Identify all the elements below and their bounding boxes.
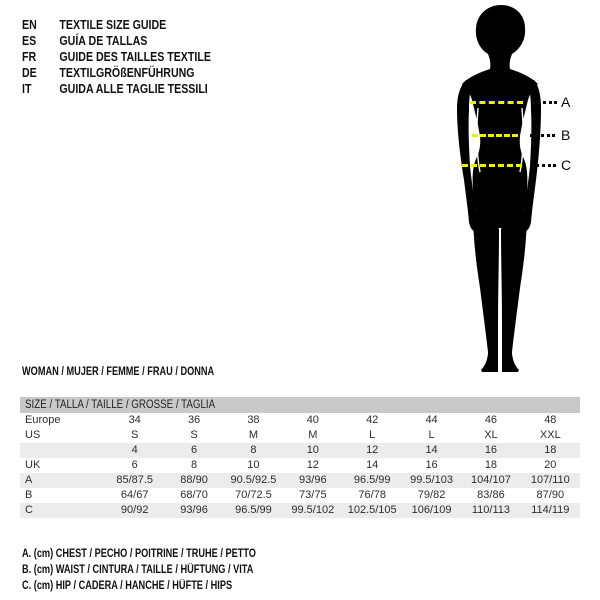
table-cell: 102.5/105 (347, 504, 397, 516)
table-cell: 48 (544, 414, 557, 426)
size-table-header (20, 397, 580, 413)
table-row-label: Europe (25, 414, 61, 426)
silhouette-shapes (457, 5, 541, 372)
table-cell: 36 (187, 414, 201, 426)
table-cell: 8 (191, 459, 198, 471)
hip-measure-dash-line (462, 164, 522, 167)
language-row (22, 33, 211, 49)
table-cell: 93/96 (180, 504, 208, 516)
size-table (20, 397, 580, 518)
table-row (20, 413, 580, 428)
table-cell: 40 (306, 414, 319, 426)
table-cell: 106/109 (411, 504, 452, 516)
size-table-body (20, 413, 580, 518)
table-cell: 10 (306, 444, 319, 456)
table-cell: M (308, 429, 318, 441)
table-cell: 8 (250, 444, 257, 456)
table-row (20, 488, 580, 503)
table-cell: 79/82 (417, 489, 446, 501)
table-cell: 6 (191, 444, 198, 456)
table-row (20, 503, 580, 518)
table-row (20, 443, 580, 458)
table-cell: M (248, 429, 259, 441)
table-row-label: US (25, 429, 41, 441)
table-cell: 16 (484, 444, 498, 456)
table-cell: 96.5/99 (235, 504, 272, 516)
table-cell: 34 (128, 414, 141, 426)
table-cell: 90.5/92.5 (230, 474, 277, 486)
table-cell: 10 (247, 459, 260, 471)
table-row-label: C (25, 504, 33, 516)
table-cell: L (369, 429, 376, 441)
table-cell: 90/92 (120, 504, 149, 516)
legend-line: A. (cm) CHEST / PECHO / POITRINE / TRUHE / PETTO (22, 548, 256, 560)
legend-line: B. (cm) WAIST / CINTURA / TAILLE / HÜFTUNG / VITA (22, 564, 254, 576)
language-title: GUIDE DES TAILLES TEXTILE (59, 50, 211, 64)
table-cell: 14 (425, 444, 438, 456)
language-code: IT (22, 82, 32, 96)
table-cell: 20 (544, 459, 557, 471)
table-cell: 6 (131, 459, 138, 471)
table-row (20, 473, 580, 488)
table-cell: 46 (484, 414, 498, 426)
table-cell: 88/90 (180, 474, 208, 486)
language-title: TEXTILGRÖßENFÜHRUNG (59, 66, 195, 80)
marker-label-c: C (561, 157, 572, 173)
language-code: ES (22, 34, 37, 48)
chest-leader-dots (532, 101, 557, 104)
language-title: GUÍA DE TALLAS (59, 34, 148, 48)
chest-measure-dash-line (470, 101, 523, 104)
measurement-legend (22, 546, 314, 594)
table-cell: 99.5/102 (291, 504, 335, 516)
table-cell: 73/75 (299, 489, 327, 501)
language-row (22, 17, 211, 33)
table-cell: S (131, 429, 139, 441)
table-cell: 68/70 (180, 489, 208, 501)
woman-silhouette-figure (452, 0, 552, 372)
table-row (20, 458, 580, 473)
marker-label-b: B (561, 127, 571, 143)
table-cell: 99.5/103 (410, 474, 453, 486)
table-cell: 38 (247, 414, 260, 426)
language-row (22, 49, 211, 65)
table-cell: 104/107 (471, 474, 511, 486)
waist-leader-dots (530, 134, 555, 137)
table-cell: 14 (366, 459, 379, 471)
table-cell: 96.5/99 (353, 474, 391, 486)
language-row (22, 81, 211, 97)
table-row (20, 428, 580, 443)
hip-leader-dots (531, 164, 556, 167)
table-cell: 64/67 (120, 489, 149, 501)
table-row-label: A (25, 474, 33, 486)
table-cell: 42 (366, 414, 379, 426)
table-cell: 70/72.5 (235, 489, 272, 501)
table-cell: 44 (425, 414, 438, 426)
table-cell: 114/119 (531, 504, 570, 516)
section-title-woman: WOMAN / MUJER / FEMME / FRAU / DONNA (22, 366, 215, 378)
marker-label-a: A (561, 94, 571, 110)
table-row-label: UK (25, 459, 41, 471)
size-table-header-text: SIZE / TALLA / TAILLE / GRÖSSE / TAGLIA (25, 399, 216, 411)
table-cell: 93/96 (299, 474, 327, 486)
table-cell: S (190, 429, 198, 441)
table-row-label (20, 443, 105, 458)
table-cell: 12 (366, 444, 379, 456)
table-cell: 110/113 (471, 504, 510, 516)
table-cell: 4 (131, 444, 138, 456)
language-code: DE (22, 66, 37, 80)
waist-measure-dash-line (472, 134, 518, 137)
language-title: TEXTILE SIZE GUIDE (59, 18, 167, 32)
language-code: FR (22, 50, 37, 64)
table-cell: 18 (544, 444, 557, 456)
table-cell: 76/78 (358, 489, 386, 501)
language-title-list (22, 17, 244, 97)
table-cell: 18 (484, 459, 498, 471)
table-cell: XXL (539, 429, 561, 441)
table-cell: 107/110 (530, 474, 570, 486)
woman-silhouette-svg (452, 0, 552, 372)
language-title: GUIDA ALLE TAGLIE TESSILI (59, 82, 208, 96)
table-cell: XL (484, 429, 498, 441)
language-row (22, 65, 211, 81)
table-cell: L (428, 429, 435, 441)
legend-line: C. (cm) HIP / CADERA / HANCHE / HÜFTE / HIPS (22, 580, 233, 592)
table-row-label: B (25, 489, 33, 501)
table-cell: 83/86 (477, 489, 505, 501)
table-cell: 85/87.5 (116, 474, 154, 486)
table-cell: 16 (425, 459, 438, 471)
table-cell: 12 (306, 459, 319, 471)
language-code: EN (22, 18, 37, 32)
table-cell: 87/90 (536, 489, 565, 501)
